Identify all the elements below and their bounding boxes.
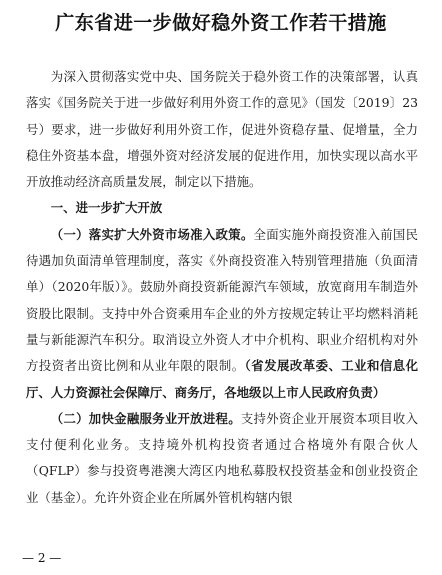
item-2-body: 支持外资企业开展资本项目收入支付便利化业务。支持境外机构投资者通过合格境外有限合伙人（QFLP）参与投资粤港澳大湾区内地私募股权投资基金和创业投资企业（基金）。允许外资企业在所属外管机构辖内银: [26, 410, 418, 505]
item-1-body: 全面实施外商投资准入前国民待遇加负面清单管理制度，落实《外商投资准入特别管理措施（负面清单）（2020年版）》。鼓励外商投资新能源汽车领域，放宽商用车制造外资股比限制。支持中外合资乘用车企业的外方按规定转让平均燃料消耗量与新能源汽车积分。取消设立外资人才中介机构、职业介绍机构对外方投资者出资比例和从业年限的限制。: [26, 226, 418, 374]
document-title: 广东省进一步做好稳外资工作若干措施: [55, 12, 387, 34]
item-2-title: （二）加快金融服务业开放进程。: [50, 410, 241, 426]
item-1-title: （一）落实扩大外资市场准入政策。: [50, 226, 254, 242]
item-1-responsible: （省发展改革委、工业和信息化厅、人力资源社会保障厅、商务厅，各地级以上市人民政府负责）: [26, 358, 418, 400]
item-2-paragraph: [26, 406, 418, 511]
page-number: — 2 —: [22, 551, 62, 565]
document-body: [26, 64, 418, 511]
intro-paragraph: 为深入贯彻落实党中央、国务院关于稳外资工作的决策部署，认真落实《国务院关于进一步做好利用外资工作的意见》（国发〔2019〕23号）要求，进一步做好利用外资工作，促进外资稳存量、促增量，全力稳住外资基本盘，增强外资对经济发展的促进作用，加快实现以高水平开放推动经济高质量发展，制定以下措施。: [26, 69, 418, 190]
item-1-paragraph: [26, 222, 418, 406]
section-heading: 一、进一步扩大开放: [50, 200, 163, 216]
